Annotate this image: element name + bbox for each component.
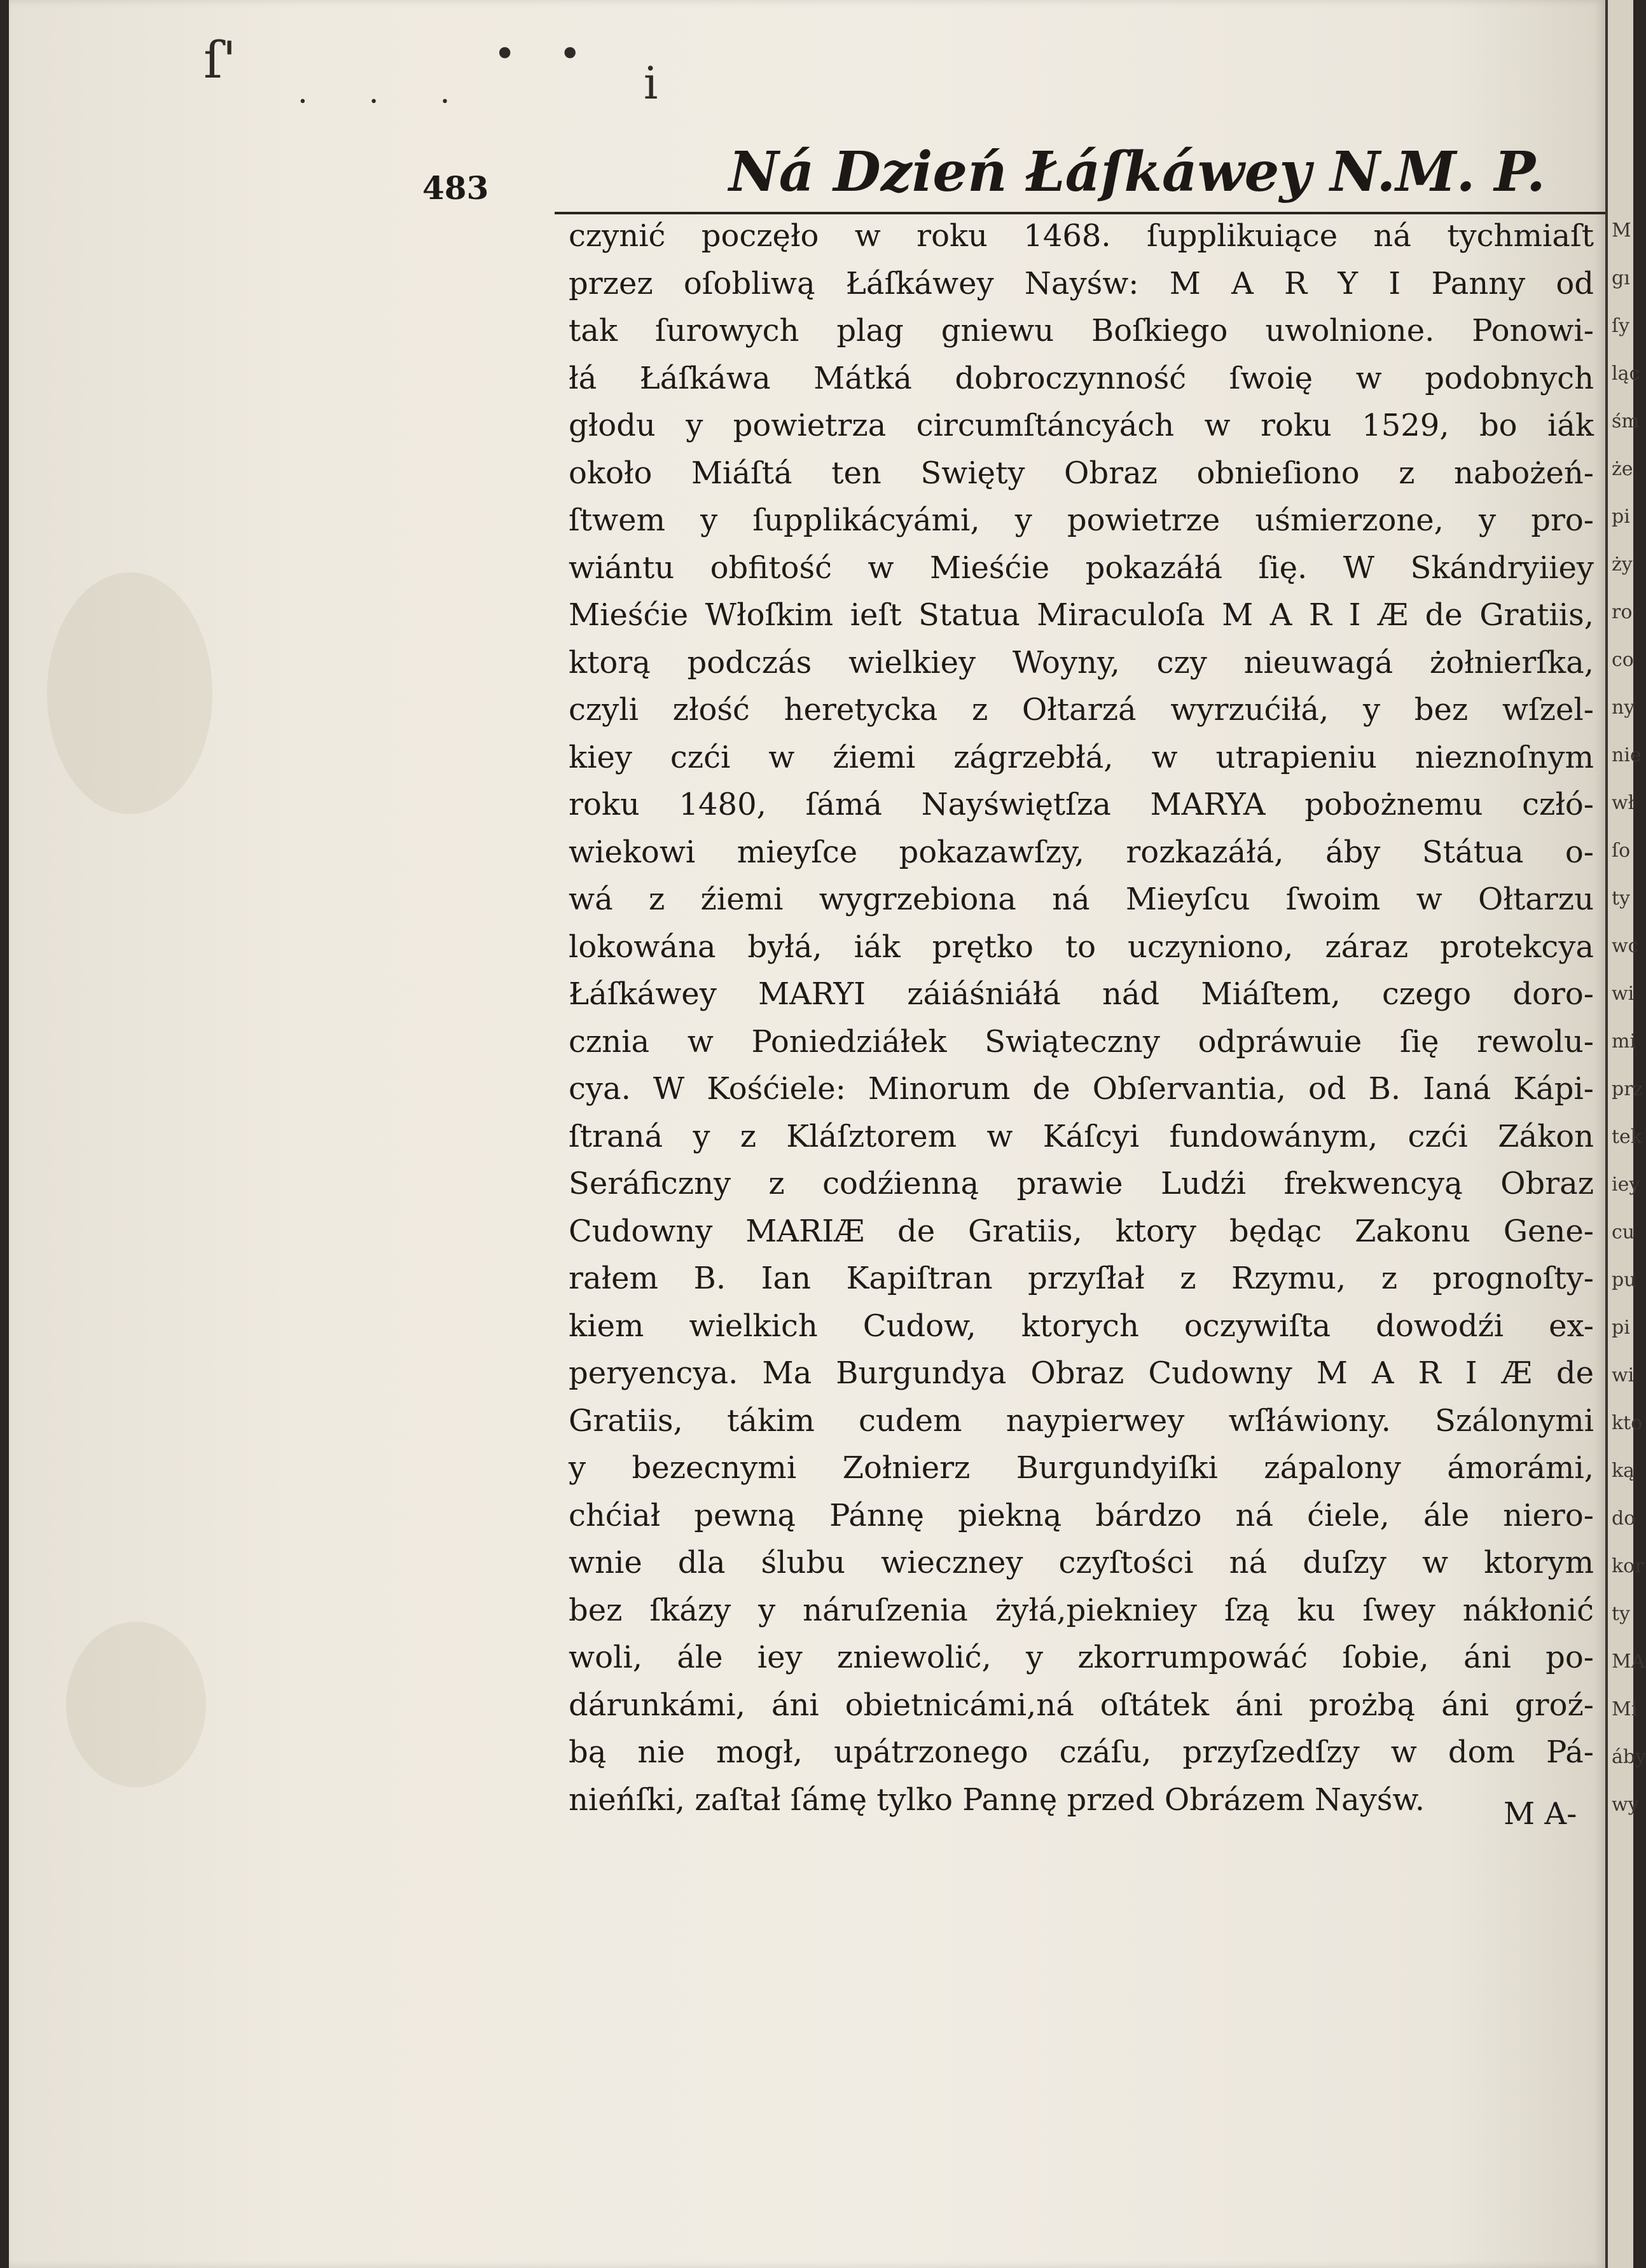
adjacent-fragment: wy — [1612, 1794, 1639, 1816]
text-line: kiey czći w źiemi zágrzebłá, w utrapieniu nieznoſnym — [569, 739, 1594, 775]
adjacent-fragment: pi — [1612, 1317, 1630, 1339]
adjacent-fragment: że — [1612, 458, 1633, 480]
text-line: rałem B. Ian Kapiſtran przyſłał z Rzymu, z prognoſty- — [569, 1261, 1594, 1296]
text-line: przez oſobliwą Łáſkáwey Nayśw: M A R Y I Panny od — [569, 265, 1594, 301]
text-line: kiem wielkich Cudow, ktorych oczywiſta dowodźi ex- — [569, 1308, 1594, 1344]
adjacent-fragment: wi — [1612, 983, 1635, 1005]
text-line: wiekowi mieyſce pokazawſzy, rozkazáłá, áby Státua o- — [569, 834, 1594, 870]
adjacent-fragment: M — [1612, 219, 1631, 242]
adjacent-fragment: iey — [1612, 1173, 1640, 1196]
adjacent-fragment: gı — [1612, 267, 1630, 289]
text-line: łá Łáſkáwa Mátká dobroczynność ſwoię w podobnych — [569, 360, 1594, 396]
adjacent-fragment: do — [1612, 1507, 1636, 1530]
adjacent-fragment: ny — [1612, 696, 1635, 719]
adjacent-fragment: śm — [1612, 410, 1640, 432]
text-line: Mieśćie Włoſkim ieſt Statua Miraculoſa M A R I Æ de Gratiis, — [569, 597, 1594, 633]
text-line: około Miáſtá ten Swięty Obraz obnieſiono z nabożeń- — [569, 455, 1594, 491]
adjacent-fragment: áby — [1612, 1746, 1646, 1768]
adjacent-fragment: ląc — [1612, 363, 1640, 385]
adjacent-fragment: prz — [1612, 1078, 1643, 1100]
margin-mark: ſ' — [204, 31, 237, 90]
adjacent-fragment: pu — [1612, 1269, 1636, 1291]
adjacent-fragment: ro — [1612, 601, 1633, 623]
body-text — [569, 212, 1594, 1823]
text-line: woli, ále iey zniewolić, y zkorrumpowáć ſobie, áni po- — [569, 1640, 1594, 1675]
adjacent-fragment: wi — [1612, 1364, 1635, 1386]
text-line: ſtraná y z Kláſztorem w Káſcyi fundowánym, czći Zákon — [569, 1118, 1594, 1154]
text-line: głodu y powietrza circumſtáncyách w roku 1529, bo iák — [569, 408, 1594, 443]
text-line: wá z źiemi wygrzebiona ná Mieyſcu ſwoim w Ołtarzu — [569, 882, 1594, 917]
adjacent-fragment: mi — [1612, 1030, 1636, 1053]
text-line: ſtwem y ſupplikácyámi, y powietrze uśmierzone, y pro- — [569, 502, 1594, 538]
text-line: bą nie mogł, upátrzonego czáſu, przyſzedſzy w dom Pá- — [569, 1734, 1594, 1770]
adjacent-fragment: kto — [1612, 1412, 1643, 1434]
adjacent-fragment: wc — [1612, 935, 1639, 957]
adjacent-fragment: ty — [1612, 887, 1631, 909]
adjacent-fragment: ſo — [1612, 840, 1631, 862]
text-line: wnie dla ślubu wieczney czyſtości ná duſzy w ktorym — [569, 1545, 1594, 1580]
text-line: dárunkámi, áni obietnicámi,ná oſtátek áni prożbą áni groź- — [569, 1687, 1594, 1723]
margin-dots: · · · — [298, 83, 476, 120]
text-line: chćiał pewną Pánnę piekną bárdzo ná ćiele, ále niero- — [569, 1497, 1594, 1533]
adjacent-fragment: ką — [1612, 1460, 1635, 1482]
text-line: y bezecnymi Zołnierz Burgundyiſki zápalony ámorámi, — [569, 1450, 1594, 1486]
adjacent-fragment: ty — [1612, 1603, 1631, 1625]
adjacent-fragment: Mi — [1612, 1698, 1638, 1720]
text-line: cya. W Kośćiele: Minorum de Obſervantia, od B. Ianá Kápi- — [569, 1071, 1594, 1107]
text-line: nieńſki, zaſtał ſámę tylko Pannę przed Obrázem Nayśw. — [569, 1781, 1425, 1818]
text-line: lokowána byłá, iák prętko to uczyniono, záraz protekcya — [569, 929, 1594, 965]
text-line: czynić poczęło w roku 1468. ſupplikuiące ná tychmiaſt — [569, 218, 1594, 254]
adjacent-fragment: tek — [1612, 1126, 1642, 1148]
text-line: bez ſkázy y náruſzenia żyłá,piekniey ſzą ku ſwey nákłonić — [569, 1592, 1594, 1628]
text-line: ktorą podczás wielkiey Woyny, czy nieuwagá żołnierſka, — [569, 644, 1594, 681]
page-number: 483 — [422, 169, 489, 207]
margin-mark: i — [644, 57, 658, 109]
text-line: tak ſurowych plag gniewu Boſkiego uwolnione. Ponowi- — [569, 313, 1594, 349]
adjacent-fragment: pi — [1612, 506, 1630, 528]
text-line: czyli złość heretycka z Ołtarzá wyrzućiłá, y bez wſzel- — [569, 692, 1594, 728]
adjacent-fragment: MA — [1612, 1650, 1645, 1673]
adjacent-page-edge — [1605, 0, 1646, 2268]
text-line: roku 1480, ſámá Nayświętſza MARYA pobożnemu człó- — [569, 787, 1594, 822]
text-line: Gratiis, tákim cudem naypierwey wſłáwiony. Szálonymi — [569, 1402, 1594, 1439]
text-line: cznia w Poniedziáłek Swiąteczny odpráwuie ſię rewolu- — [569, 1023, 1594, 1060]
catchword: M A- — [1504, 1796, 1577, 1832]
adjacent-fragment: nie — [1612, 744, 1642, 766]
paper-stain — [66, 1622, 206, 1787]
text-line: wiántu obfitość w Mieśćie pokazáłá ſię. W Skándryiiey — [569, 550, 1594, 586]
text-line: Cudowny MARIÆ de Gratiis, ktory będąc Zakonu Gene- — [569, 1213, 1594, 1249]
text-line: peryencya. Ma Burgundya Obraz Cudowny M A R I Æ de — [569, 1355, 1594, 1391]
adjacent-fragment: kor — [1612, 1555, 1644, 1577]
text-line: Seráficzny z codźienną prawie Ludźi frekwencyą Obraz — [569, 1166, 1594, 1201]
adjacent-fragment: co — [1612, 649, 1634, 671]
adjacent-fragment: cu — [1612, 1221, 1635, 1243]
adjacent-fragment: wł — [1612, 792, 1635, 814]
adjacent-fragment: ży — [1612, 553, 1633, 576]
paper-stain — [47, 572, 212, 814]
margin-mark: • • — [494, 32, 597, 76]
text-line: Łáſkáwey MARYI záiáśniáłá nád Miáſtem, czego doro- — [569, 976, 1594, 1012]
adjacent-fragment: ſy — [1612, 315, 1630, 337]
running-head: Ná Dzień Łáſkáwey N.M. P. — [729, 140, 1546, 204]
